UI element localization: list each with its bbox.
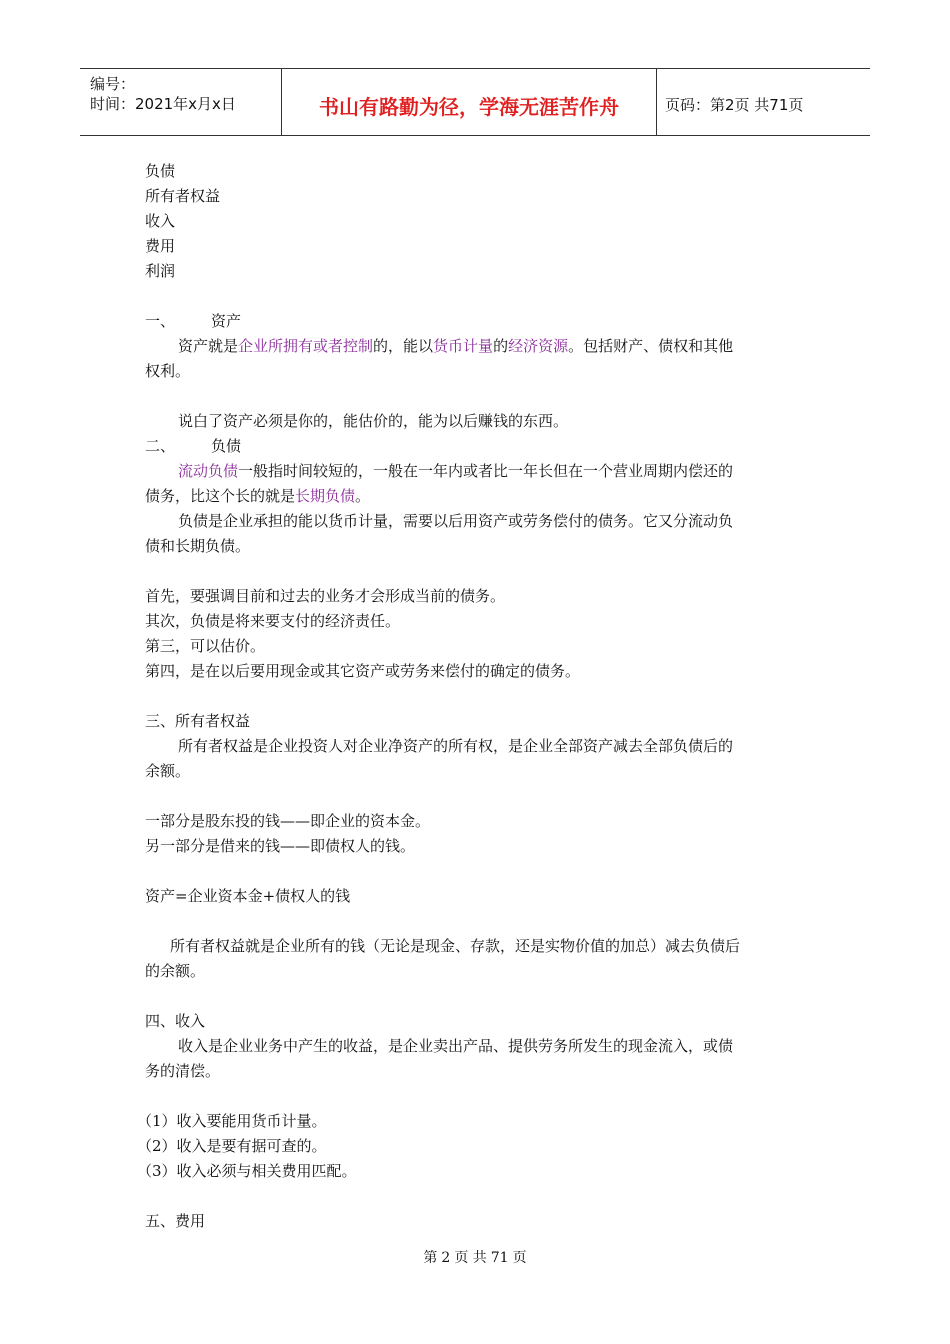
header-meta-cell [80,69,282,135]
text-run: 。包括财产、债权和其他 [568,337,734,355]
document-header [80,68,870,136]
highlight-link[interactable]: 经济资源 [508,337,569,355]
paragraph-line [145,486,370,506]
footer-text: 页 共 [454,1250,487,1266]
text-run: 债务，比这个长的就是 [145,487,296,505]
paragraph-line: 务的清偿。 [145,1062,221,1080]
list-item: 其次，负债是将来要支付的经济责任。 [145,612,401,630]
section-heading-equity: 三、所有者权益 [145,712,251,730]
doc-id-label: 编号： [90,75,136,93]
header-motto-cell [282,69,657,135]
paragraph-line: 债和长期负债。 [145,537,251,555]
highlight-link[interactable]: 流动负债 [178,462,239,480]
text-run: 。 [355,487,371,505]
section-number: 二、 [145,437,176,455]
page-footer [0,1247,950,1267]
list-item: 第三，可以估价。 [145,637,266,655]
paragraph-line: 权利。 [145,362,191,380]
doc-time-label: 时间：2021年x月x日 [90,95,236,113]
paragraph-line: 所有者权益是企业投资人对企业净资产的所有权，是企业全部资产减去全部负债后的 [178,737,734,755]
list-item: 第四，是在以后要用现金或其它资产或劳务来偿付的确定的债务。 [145,662,581,680]
list-item: 费用 [145,237,176,255]
list-item: （1）收入要能用货币计量。 [137,1112,327,1130]
list-item: 首先，要强调目前和过去的业务才会形成当前的债务。 [145,587,506,605]
paragraph-line [178,461,733,481]
paragraph-line: 所有者权益就是企业所有的钱（无论是现金、存款，还是实物价值的加总）减去负债后 [170,937,741,955]
list-item: 负债 [145,162,176,180]
header-motto: 书山有路勤为径，学海无涯苦作舟 [319,95,619,119]
text-run: 的，能以 [373,337,434,355]
section-title: 资产 [211,312,242,330]
paragraph-line: 一部分是股东投的钱——即企业的资本金。 [145,812,431,830]
section-heading-assets [145,311,241,331]
highlight-link[interactable]: 货币计量 [433,337,494,355]
section-heading-liabilities [145,436,241,456]
paragraph-line: 收入是企业业务中产生的收益，是企业卖出产品、提供劳务所发生的现金流入，或债 [178,1037,734,1055]
section-title: 负债 [211,437,242,455]
list-item: （2）收入是要有据可查的。 [137,1137,327,1155]
section-heading-revenue: 四、收入 [145,1012,206,1030]
formula-line: 资产=企业资本金+债权人的钱 [145,887,351,905]
text-run: 资产就是 [178,337,239,355]
paragraph-line: 另一部分是借来的钱——即债权人的钱。 [145,837,416,855]
list-item: （3）收入必须与相关费用匹配。 [137,1162,357,1180]
header-page-cell [657,69,870,135]
highlight-link[interactable]: 企业所拥有或者控制 [238,337,374,355]
footer-page-number: 2 [441,1250,451,1266]
footer-total-pages: 71 [490,1250,509,1266]
section-heading-expenses: 五、费用 [145,1212,206,1230]
footer-text: 第 [423,1250,438,1266]
paragraph-line: 余额。 [145,762,191,780]
text-run: 的 [493,337,509,355]
list-item: 利润 [145,262,176,280]
paragraph-line [178,336,733,356]
paragraph-line: 的余额。 [145,962,206,980]
list-item: 收入 [145,212,176,230]
text-run: 一般指时间较短的，一般在一年内或者比一年长但在一个营业周期内偿还的 [238,462,734,480]
list-item: 所有者权益 [145,187,221,205]
paragraph-line: 说白了资产必须是你的，能估价的，能为以后赚钱的东西。 [178,412,569,430]
paragraph-line: 负债是企业承担的能以货币计量，需要以后用资产或劳务偿付的债务。它又分流动负 [178,512,734,530]
section-number: 一、 [145,312,176,330]
header-page-label: 页码：第2页 共71页 [665,96,804,114]
footer-text: 页 [512,1250,527,1266]
highlight-link[interactable]: 长期负债 [295,487,356,505]
